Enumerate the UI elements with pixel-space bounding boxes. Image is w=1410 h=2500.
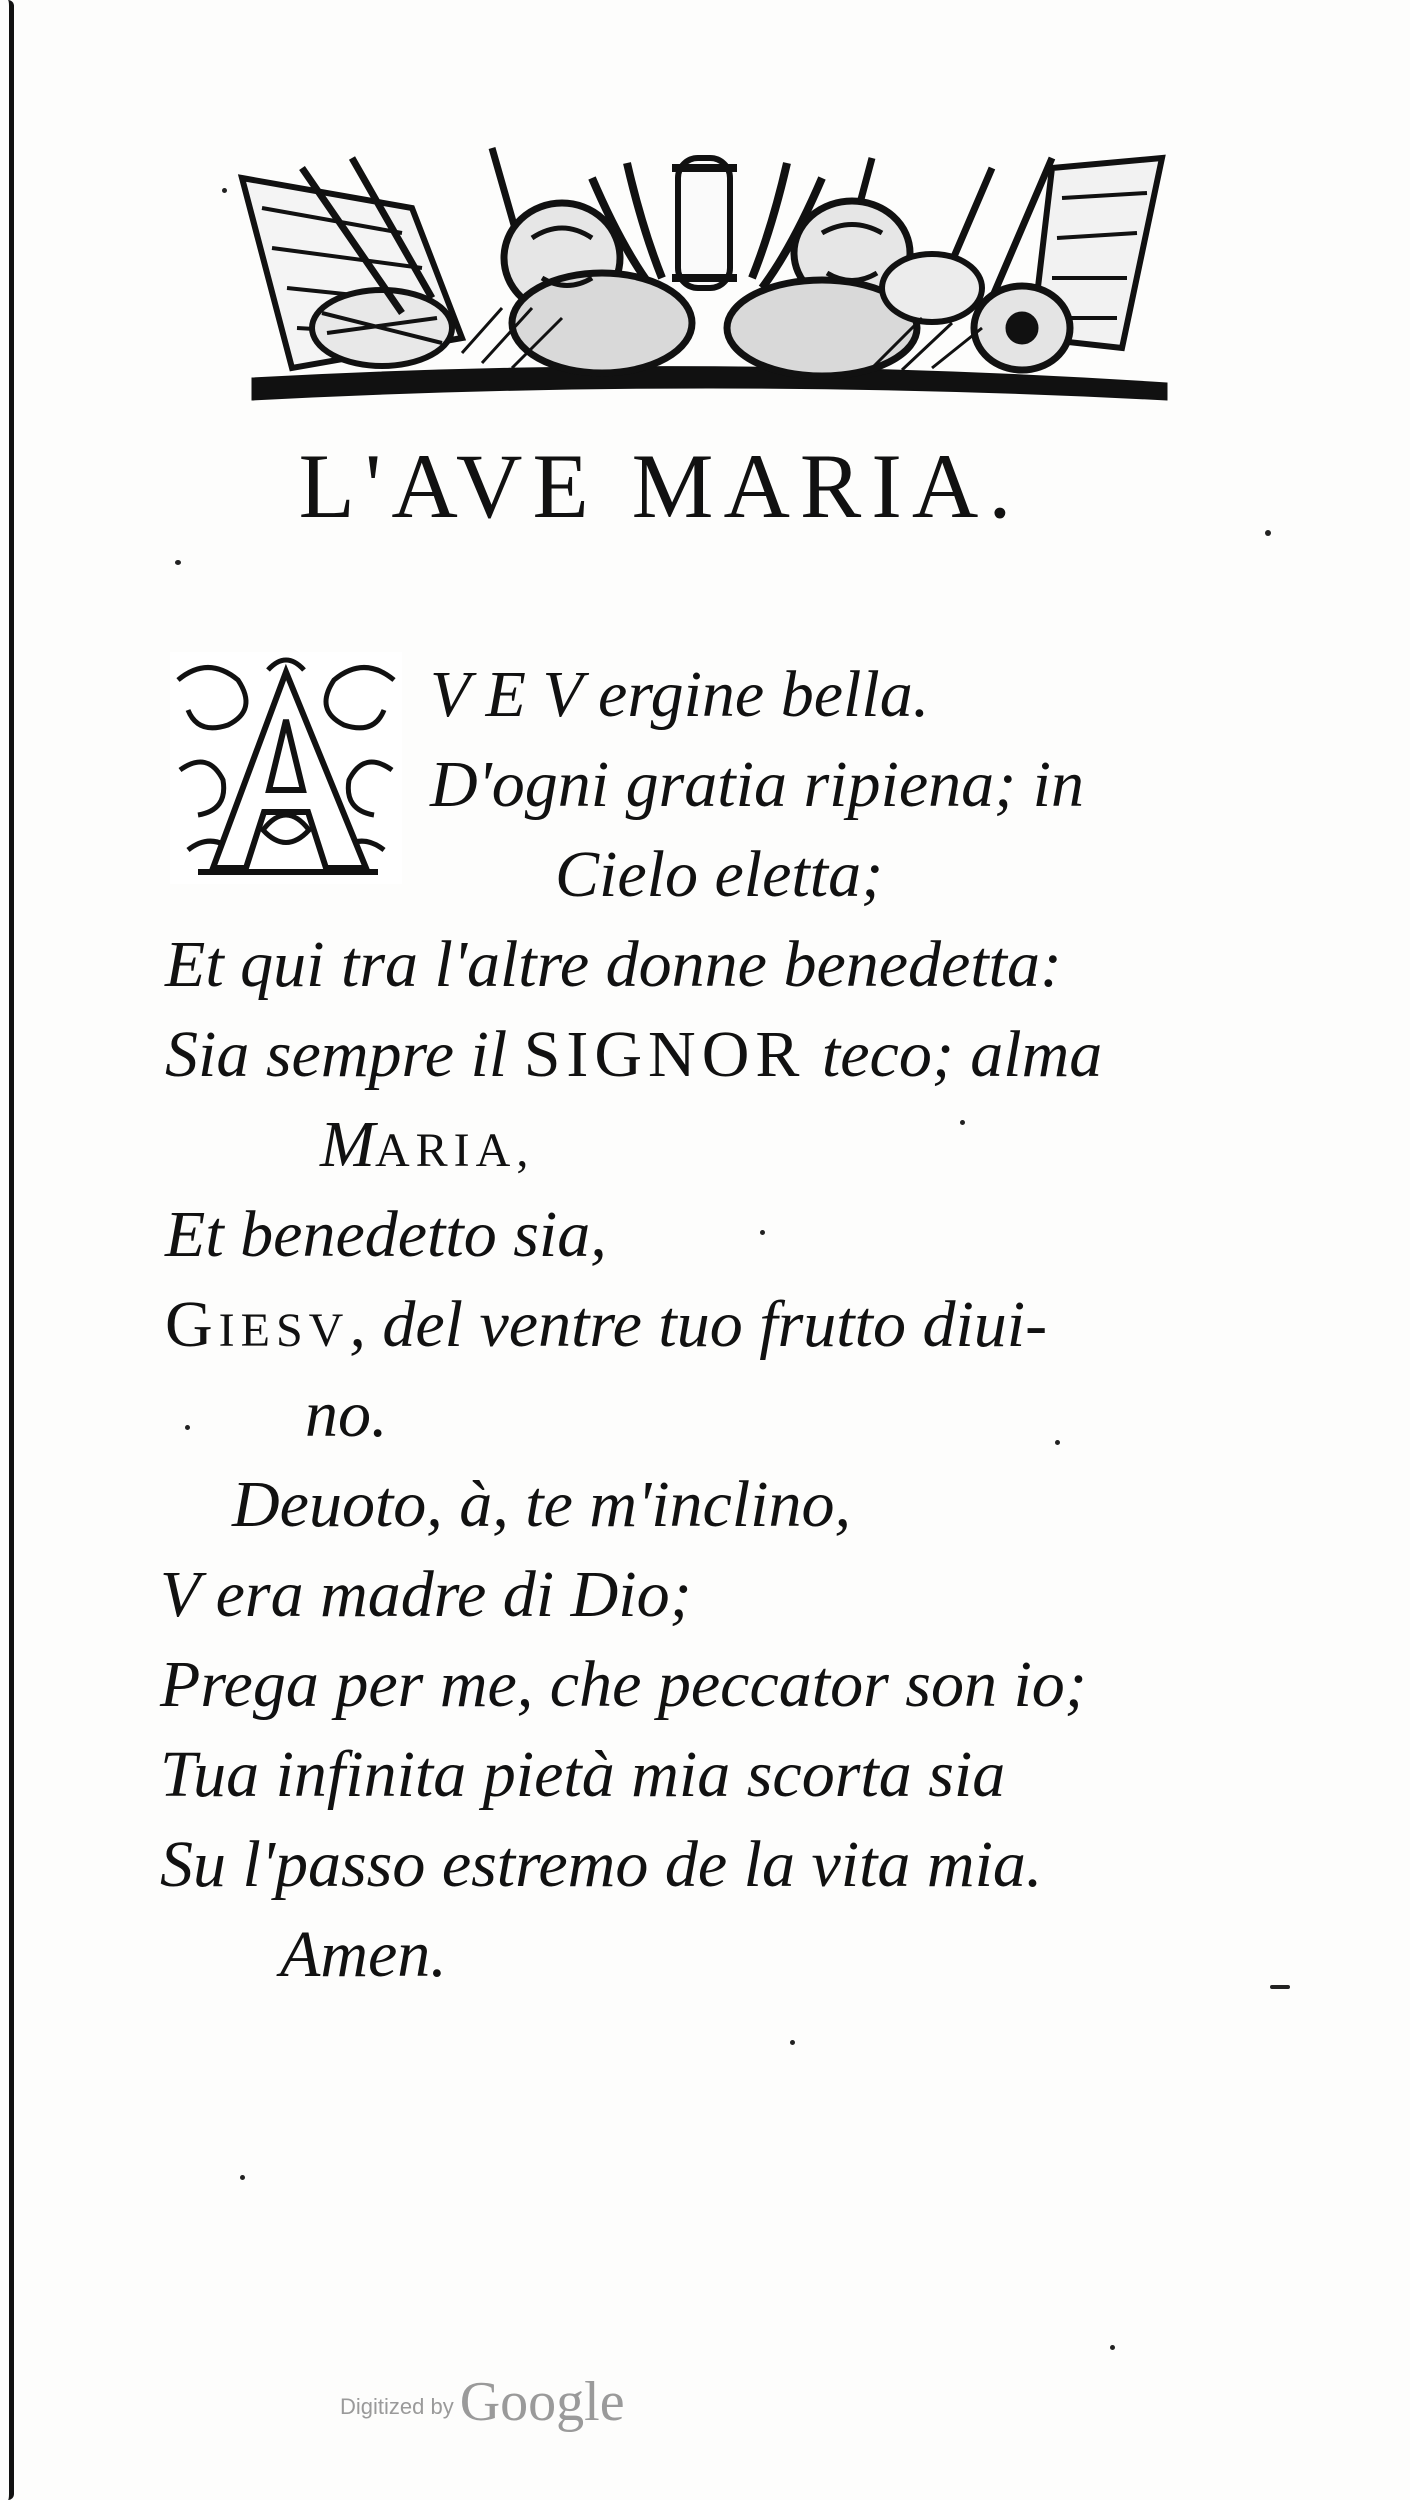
- verse-line-12: Prega per me, che peccator son io;: [160, 1648, 1087, 1721]
- print-speck: [1265, 530, 1271, 536]
- verse-line-11: V era madre di Dio;: [160, 1558, 692, 1631]
- verse-line-15: Amen.: [280, 1918, 447, 1991]
- verse-line-8: [165, 1288, 1048, 1361]
- signor-smallcaps: SIGNOR: [523, 1018, 806, 1091]
- verse-line-5-start: Sia sempre il: [165, 1018, 524, 1091]
- verse-line-5-end: teco; alma: [805, 1018, 1103, 1091]
- print-speck: [790, 2040, 795, 2045]
- ornamental-initial-a: [168, 650, 404, 886]
- print-speck: [960, 1120, 965, 1125]
- print-speck: [760, 1230, 765, 1235]
- print-speck: [1055, 1440, 1060, 1445]
- verse-line-6: [320, 1108, 535, 1181]
- verse-line-2: D'ogni gratia ripiena; in: [430, 748, 1084, 821]
- page-binding-edge: [0, 0, 14, 2500]
- verse-line-10: Deuoto, à, te m'inclino,: [232, 1468, 852, 1541]
- verse-line-14: Su l'passo estremo de la vita mia.: [160, 1828, 1043, 1901]
- print-speck: [175, 560, 181, 565]
- maria-smallcaps: ARIA,: [374, 1124, 535, 1177]
- print-speck: [240, 2175, 245, 2180]
- verse-line-1: V E V ergine bella.: [430, 658, 930, 731]
- giesu-initial: G: [165, 1288, 219, 1361]
- giesu-smallcaps: IESV: [218, 1304, 350, 1357]
- watermark-brand: Google: [459, 2371, 625, 2433]
- print-speck: [185, 1425, 190, 1430]
- verse-line-7: Et benedetto sia,: [165, 1198, 607, 1271]
- maria-initial: M: [320, 1108, 375, 1181]
- verse-line-9: no.: [305, 1378, 388, 1451]
- verse-line-13: Tua infinita pietà mia scorta sia: [160, 1738, 1006, 1811]
- print-speck: [1110, 2345, 1115, 2350]
- verse-line-8-end: , del ventre tuo frutto diui-: [349, 1288, 1048, 1361]
- woodcut-headpiece-ornament: [232, 138, 1184, 408]
- verse-line-4: Et qui tra l'altre donne benedetta:: [165, 928, 1062, 1001]
- verse-line-5: [165, 1018, 1103, 1091]
- print-speck: [1270, 1985, 1290, 1989]
- print-speck: [222, 188, 227, 193]
- page-title: L'AVE MARIA.: [298, 435, 1022, 537]
- digitized-by-google-watermark: [340, 2370, 625, 2434]
- watermark-prefix: Digitized by: [340, 2394, 454, 2419]
- verse-line-3: Cielo eletta;: [555, 838, 884, 911]
